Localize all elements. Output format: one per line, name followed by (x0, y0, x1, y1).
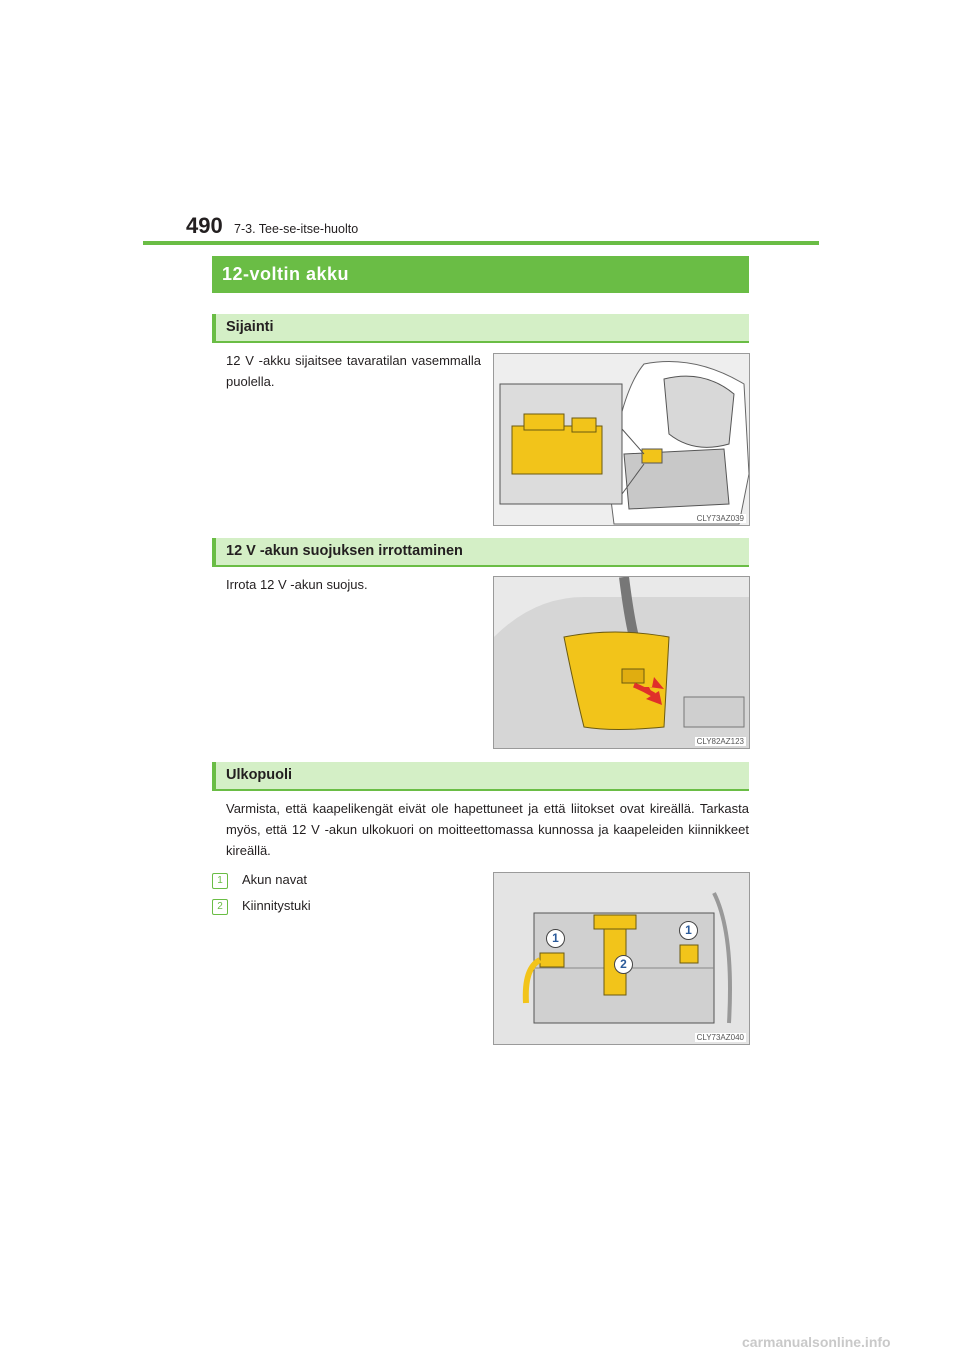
cover-removal-text: Irrota 12 V -akun suojus. (226, 577, 368, 592)
legend-number: 2 (212, 899, 228, 915)
battery-exterior-figure (493, 872, 750, 1045)
figure-code: CLY73AZ039 (696, 514, 744, 523)
callout-2: 2 (614, 955, 633, 974)
section-label: 7-3. Tee-se-itse-huolto (234, 222, 359, 236)
legend-item (212, 871, 308, 889)
heading-cover-removal: 12 V -akun suojuksen irrottaminen (212, 538, 749, 567)
legend-number: 1 (212, 873, 228, 889)
legend-label: Akun navat (242, 872, 308, 887)
legend-label: Kiinnitystuki (242, 898, 311, 913)
callout-1-left: 1 (546, 929, 565, 948)
heading-sijainti: Sijainti (212, 314, 749, 343)
legend-item (212, 897, 311, 915)
page-number: 490 (186, 213, 223, 238)
heading-ulkopuoli: Ulkopuoli (212, 762, 749, 791)
figure-code: CLY82AZ123 (696, 737, 744, 746)
header-rule (143, 241, 819, 245)
figure-code: CLY73AZ040 (696, 1033, 744, 1042)
watermark: carmanualsonline.info (742, 1334, 891, 1350)
page-title: 12-voltin akku (212, 256, 749, 293)
location-text: 12 V -akku sijaitsee tavaratilan vasemmalla puolella. (226, 353, 481, 389)
cover-removal-figure (493, 576, 750, 749)
exterior-text: Varmista, että kaapelikengät eivät ole hapettuneet ja että liitokset ovat kireällä. Tarkasta myös, että 12 V -akun ulkokuori on moitteettomassa kunnossa ja kaapeleiden kiinnikkeet kireällä. (226, 801, 749, 858)
battery-location-figure (493, 353, 750, 526)
callout-1-right: 1 (679, 921, 698, 940)
